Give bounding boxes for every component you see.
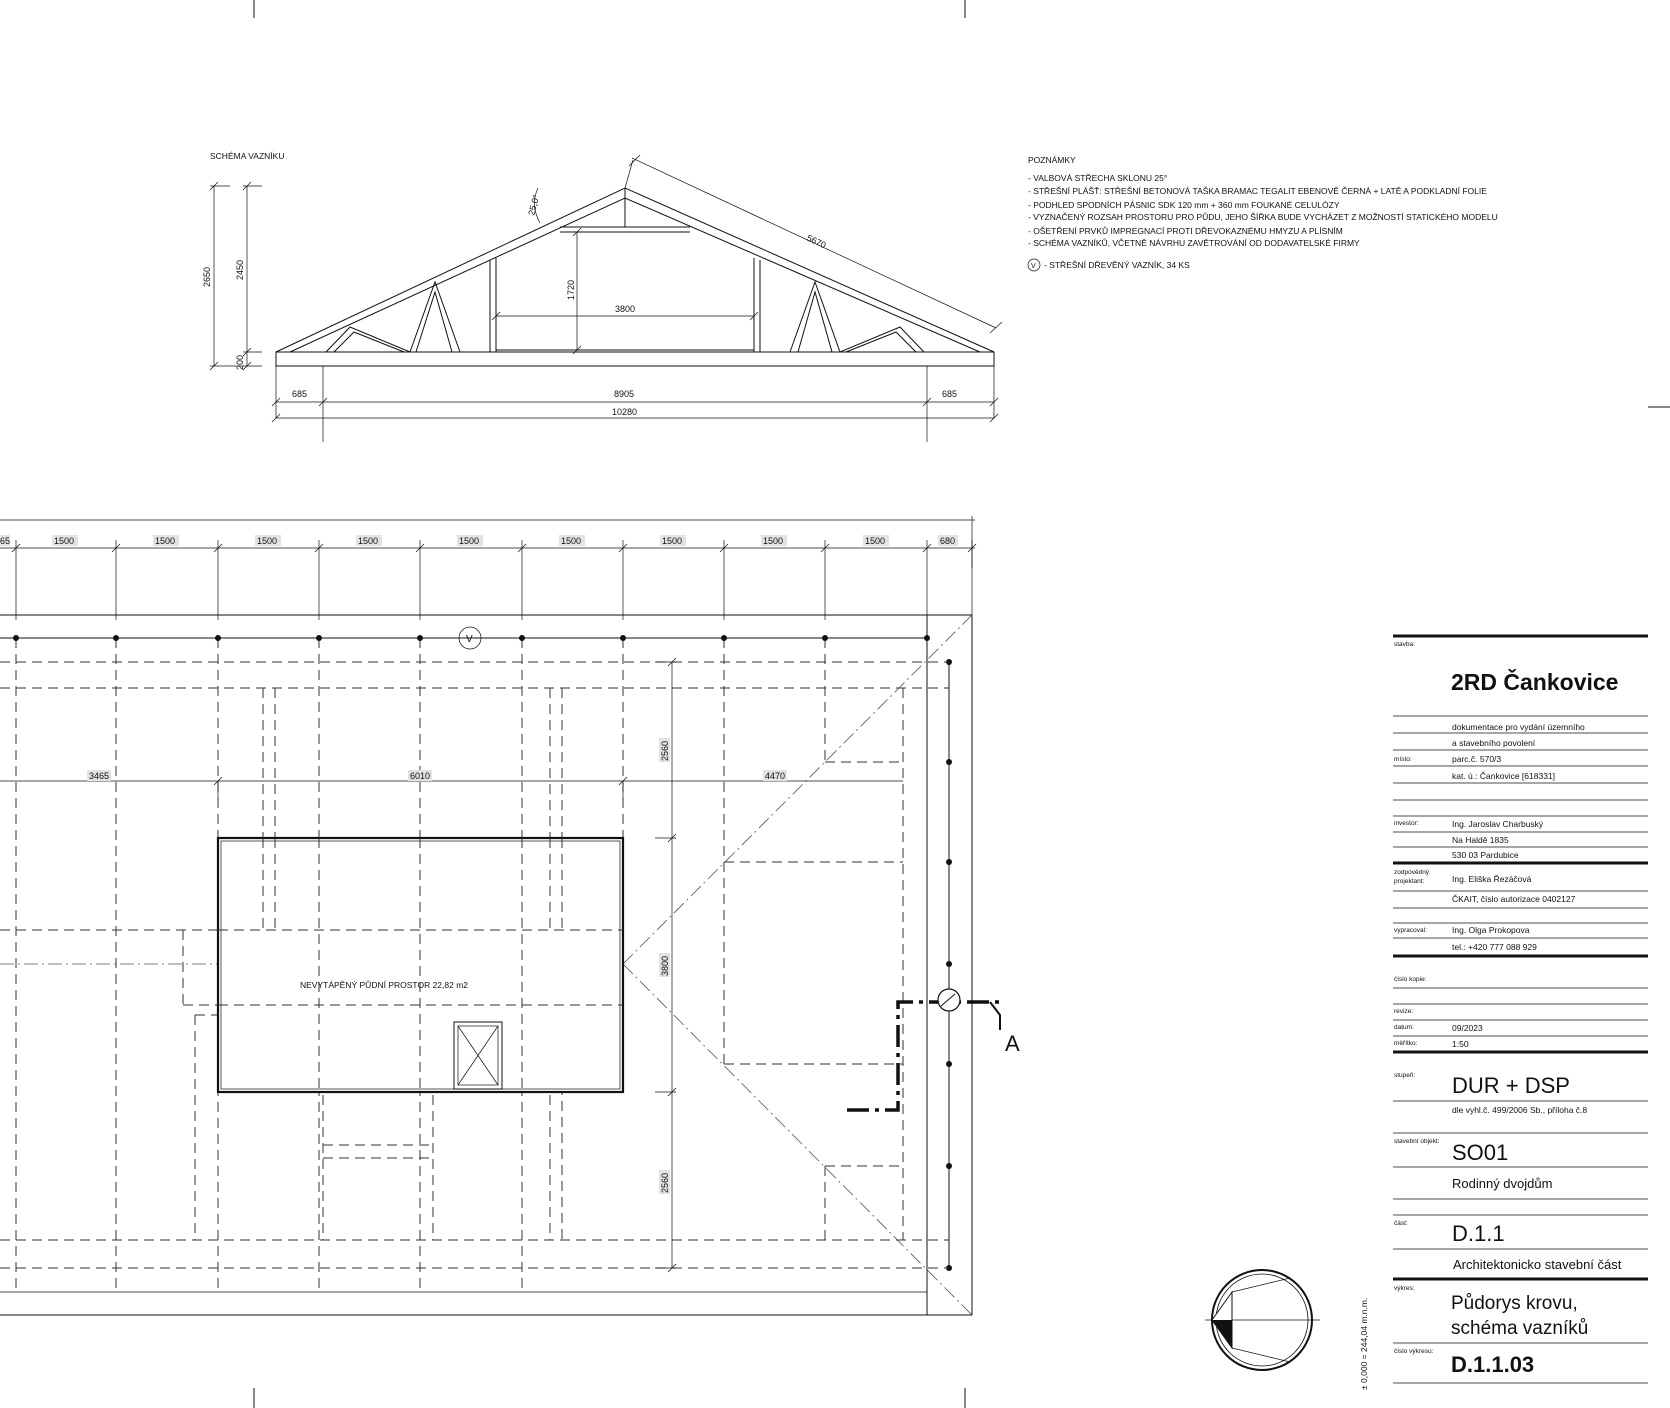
- plan-top-dim-ticks: [12, 540, 976, 620]
- dim-h-inner: 2450: [235, 259, 245, 280]
- tb-cislo: D.1.1.03: [1451, 1352, 1535, 1377]
- truss-schema-title: SCHÉMA VAZNÍKU: [210, 151, 285, 161]
- plan-dim-top-0: 65: [0, 536, 11, 546]
- tb-revize-label: revize:: [1394, 1008, 1414, 1015]
- tb-cast-label: část:: [1394, 1220, 1408, 1227]
- tb-zodp2: ČKAIT, číslo autorizace 0402127: [1452, 894, 1576, 904]
- note-item-4: - VYZNAČENÝ ROZSAH PROSTORU PRO PŮDU, JEHO ŠÍŘKA BUDE VYCHÁZET Z MOŽNOSTÍ STATICKÉHO MODELU: [1028, 212, 1498, 222]
- tb-vykres2: schéma vazníků: [1451, 1318, 1589, 1339]
- plan-top-dimension-chain: [0, 516, 976, 620]
- plan-dim-vert-0: 2560: [660, 740, 670, 761]
- tb-datum-label: datum:: [1394, 1024, 1414, 1031]
- plan-vertical-dimension-chain: [655, 658, 676, 1272]
- plan-dim-top-9: 1500: [865, 536, 886, 546]
- dim-h-base: 200: [235, 354, 245, 370]
- legend-truss-symbol-letter: V: [1031, 263, 1036, 270]
- plan-dim-top-1: 1500: [54, 536, 75, 546]
- plan-dim-top-6: 1500: [561, 536, 582, 546]
- tb-zodp-label2: projektant:: [1394, 878, 1425, 885]
- tb-objekt: SO01: [1452, 1140, 1509, 1165]
- note-item-3: - PODHLED SPODNÍCH PÁSNIC SDK 120 mm + 360 mm FOUKANÉ CELULÓZY: [1028, 200, 1340, 210]
- plan-dim-top-8: 1500: [763, 536, 784, 546]
- tb-misto1: parc.č. 570/3: [1452, 754, 1502, 764]
- plan-dim-top-3: 1500: [257, 536, 278, 546]
- plan-dim-vert-2: 2560: [660, 1172, 670, 1193]
- tb-zodp-label1: zodpovědný: [1394, 869, 1430, 876]
- dim-overhang-left: 685: [292, 389, 308, 399]
- tb-stupen: DUR + DSP: [1452, 1073, 1570, 1098]
- plan-dim-mid-0: 3465: [89, 771, 110, 781]
- dim-attic-w: 3800: [615, 304, 636, 314]
- tb-cast: D.1.1: [1452, 1221, 1505, 1246]
- tb-vypr2: tel.: +420 777 088 929: [1452, 942, 1537, 952]
- plan-middle-dimension-chain: [0, 770, 903, 800]
- truss-slope-dims: [492, 155, 1002, 354]
- plan-dim-top-4: 1500: [358, 536, 379, 546]
- tb-stavba: 2RD Čankovice: [1451, 669, 1619, 695]
- tb-vypr1: Ing. Olga Prokopova: [1452, 925, 1530, 935]
- tb-kopie-label: číslo kopie:: [1394, 976, 1427, 983]
- tb-stupen-label: stupeň:: [1394, 1072, 1416, 1079]
- plan-dim-mid-1: 6010: [410, 771, 431, 781]
- dim-span: 8905: [614, 389, 635, 399]
- note-item-6: - SCHÉMA VAZNÍKŮ, VČETNĚ NÁVRHU ZAVĚTROVÁNÍ OD DODAVATELSKÉ FIRMY: [1028, 238, 1360, 248]
- tb-doc-line1: dokumentace pro vydání územního: [1452, 722, 1585, 732]
- tb-vykres1: Půdorys krovu,: [1451, 1293, 1578, 1314]
- attic-storage-room: [218, 838, 623, 1092]
- roof-plan: [0, 516, 1020, 1315]
- tb-cast-name: Architektonicko stavební část: [1453, 1257, 1622, 1272]
- elevation-note: ± 0,000 = 244,04 m.n.m.: [1359, 1297, 1369, 1390]
- north-arrow-icon: [1205, 1270, 1320, 1370]
- dim-rafter: 5670: [805, 232, 828, 251]
- truss-vertical-dims: [202, 182, 262, 370]
- note-item-1: - VALBOVÁ STŘECHA SKLONU 25°: [1028, 173, 1168, 183]
- tb-meritko: 1:50: [1452, 1039, 1469, 1049]
- plan-dim-top-10: 680: [940, 536, 956, 546]
- tb-zodp1: Ing. Eliška Řezáčová: [1452, 874, 1532, 884]
- truss-horizontal-dims: [272, 366, 998, 442]
- tb-objekt-name: Rodinný dvojdům: [1452, 1176, 1553, 1191]
- tb-stavba-label: stavba:: [1394, 641, 1415, 648]
- tb-misto-label: místo:: [1394, 756, 1412, 763]
- tb-doc-line2: a stavebního povolení: [1452, 738, 1536, 748]
- tb-datum: 09/2023: [1452, 1023, 1483, 1033]
- tb-misto2: kat. ú.: Čankovice [618331]: [1452, 771, 1556, 781]
- title-block: [1393, 636, 1648, 1383]
- tb-stupen-note: dle vyhl.č. 499/2006 Sb., příloha č.8: [1452, 1105, 1588, 1115]
- plan-dim-top-7: 1500: [662, 536, 683, 546]
- tb-objekt-label: stavební objekt:: [1394, 1138, 1440, 1145]
- tb-investor3: 530 03 Pardubice: [1452, 850, 1519, 860]
- dim-overhang-right: 685: [942, 389, 958, 399]
- section-label: A: [1005, 1031, 1020, 1056]
- plan-dim-vert-1: 3800: [660, 955, 670, 976]
- tb-investor2: Na Haldě 1835: [1452, 835, 1509, 845]
- dim-total: 10280: [612, 407, 638, 417]
- plan-dim-top-2: 1500: [155, 536, 176, 546]
- notes-title: POZNÁMKY: [1028, 155, 1076, 165]
- plan-dim-mid-2: 4470: [765, 771, 786, 781]
- tb-meritko-label: měřítko:: [1394, 1040, 1418, 1047]
- attic-room-label: NEVYTÁPĚNÝ PŮDNÍ PROSTOR 22,82 m2: [300, 980, 469, 990]
- notes-block: [1028, 155, 1498, 271]
- section-cut-a[interactable]: [847, 989, 1020, 1110]
- note-item-2: - STŘEŠNÍ PLÁŠŤ: STŘEŠNÍ BETONOVÁ TAŠKA BRAMAC TEGALIT EBENOVĚ ČERNÁ + LATĚ A PODKLADNÍ FOLIE: [1028, 186, 1487, 196]
- plan-truss-marker-letter: V: [466, 634, 473, 645]
- dim-attic-h: 1720: [566, 279, 576, 300]
- tb-cislo-label: číslo výkresu:: [1394, 1348, 1434, 1355]
- dim-h-total: 2650: [202, 266, 212, 287]
- tb-vykres-label: výkres:: [1394, 1285, 1415, 1292]
- tb-investor-label: investor:: [1394, 820, 1419, 827]
- dim-slope: 25,0°: [526, 193, 542, 217]
- attic-hatch-icon[interactable]: [454, 1022, 502, 1089]
- tb-vypr-label: vypracoval:: [1394, 927, 1427, 934]
- truss-schema: [202, 151, 1002, 442]
- legend-truss-text: - STŘEŠNÍ DŘEVĚNÝ VAZNÍK, 34 KS: [1044, 260, 1190, 270]
- note-item-5: - OŠETŘENÍ PRVKŮ IMPREGNACÍ PROTI DŘEVOKAZNÉMU HMYZU A PLÍSNÍM: [1028, 226, 1343, 236]
- tb-investor1: Ing. Jaroslav Charbuský: [1452, 819, 1544, 829]
- plan-dim-top-5: 1500: [459, 536, 480, 546]
